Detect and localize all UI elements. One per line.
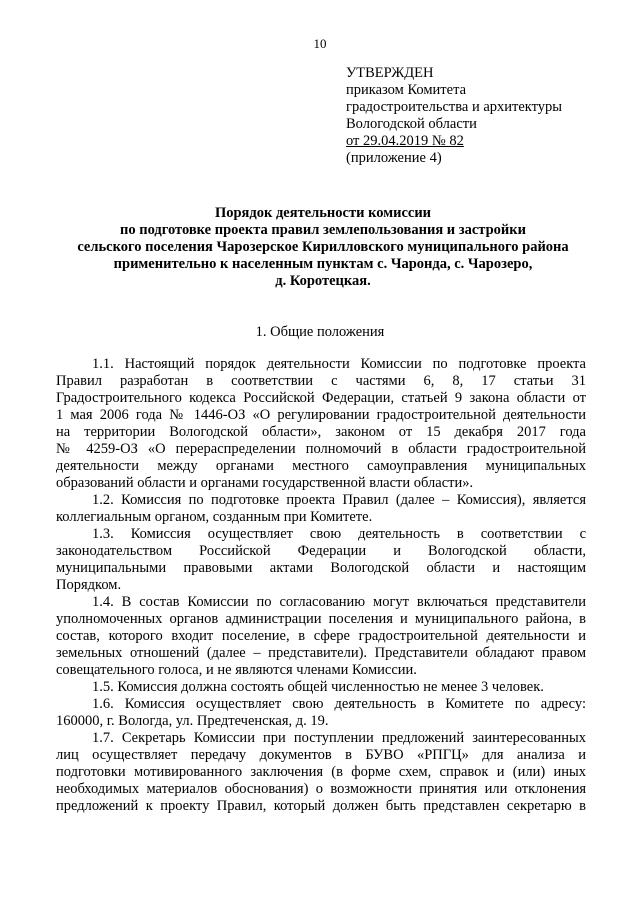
paragraph-line: 160000, г. Вологда, ул. Предтеченская, д. 19. [56, 713, 329, 729]
document-title [60, 205, 586, 290]
paragraph-line: 1.3. Комиссия осуществляет свою деятельность в соответствии с [92, 526, 586, 542]
paragraph-line: совещательного голоса, и не являются членами Комиссии. [56, 662, 417, 678]
paragraph-line: лиц осуществляет передачу документов в БУВО «РПГЦ» для анализа и [56, 747, 586, 763]
paragraph-line: 1.2. Комиссия по подготовке проекта Правил (далее – Комиссия), является [92, 492, 586, 508]
title-line: д. Коротецкая. [275, 273, 371, 289]
paragraph-line: муниципальными правовыми актами Вологодской области и настоящим [56, 560, 586, 576]
paragraph-line: земельных отношений (далее – представители). Представители обладают правом [56, 645, 586, 661]
paragraph-line: на территории Вологодской области», законом от 15 декабря 2017 года [56, 424, 586, 440]
paragraph-1-1 [56, 356, 586, 492]
paragraph-1-2 [56, 492, 586, 526]
page-number: 10 [313, 36, 327, 51]
approval-order-date: от 29.04.2019 № 82 [346, 133, 464, 149]
approval-line: (приложение 4) [346, 150, 442, 166]
paragraph-line: 1.5. Комиссия должна состоять общей численностью не менее 3 человек. [92, 679, 544, 695]
section-heading: 1. Общие положения [255, 324, 385, 340]
paragraph-line: законодательством Российской Федерации и Вологодской области, [56, 543, 586, 559]
paragraph-line: уполномоченных органов администрации поселения и муниципального района, в [56, 611, 586, 627]
approval-line: градостроительства и архитектуры [346, 99, 563, 115]
paragraph-line: Правил разработан в соответствии с частями 6, 8, 17 статьи 31 [56, 373, 586, 389]
paragraph-1-4 [56, 594, 586, 679]
paragraph-line: подготовки мотивированного заключения (в форме схем, справок и (или) иных [56, 764, 586, 780]
paragraph-line: 1.1. Настоящий порядок деятельности Комиссии по подготовке проекта [92, 356, 586, 372]
paragraph-line: Градостроительного кодекса Российской Федерации, статьей 9 закона области от [56, 390, 586, 406]
title-line: сельского поселения Чарозерское Кирилловского муниципального района [77, 239, 569, 255]
paragraph-line: 1.6. Комиссия осуществляет свою деятельность в Комитете по адресу: [92, 696, 586, 712]
paragraph-line: № 4259-ОЗ «О перераспределении полномочий в области градостроительной [56, 441, 586, 457]
approval-line: Вологодской области [346, 116, 477, 132]
paragraph-line: состав, которого входит поселение, в сфере градостроительной деятельности и [56, 628, 586, 644]
paragraph-line: 1 мая 2006 года № 1446-ОЗ «О регулировании градостроительной деятельности [56, 407, 586, 423]
approval-line: приказом Комитета [346, 82, 467, 98]
title-line: применительно к населенным пунктам с. Чаронда, с. Чарозеро, [113, 256, 533, 272]
title-line: по подготовке проекта правил землепользования и застройки [120, 222, 526, 238]
paragraph-1-6 [56, 696, 586, 730]
paragraph-line: 1.4. В состав Комиссии по согласованию могут включаться представители [92, 594, 586, 610]
document-body [56, 356, 586, 815]
paragraph-line: коллегиальным органом, созданным при Комитете. [56, 509, 373, 525]
paragraph-line: Порядком. [56, 577, 122, 593]
paragraph-1-3 [56, 526, 586, 594]
paragraph-line: предложений к проекту Правил, который должен быть представлен секретарю в [56, 798, 586, 814]
paragraph-1-5 [56, 679, 586, 696]
paragraph-line: образований области и органами государственной власти области». [56, 475, 474, 491]
approval-stamp [346, 65, 616, 167]
title-line: Порядок деятельности комиссии [214, 205, 432, 221]
paragraph-line: 1.7. Секретарь Комиссии при поступлении предложений заинтересованных [92, 730, 586, 746]
paragraph-1-7 [56, 730, 586, 815]
paragraph-line: необходимых материалов обоснования) о возможности принятия или отклонения [56, 781, 586, 797]
paragraph-line: деятельности между органами местного самоуправления муниципальных [56, 458, 586, 474]
approval-line: УТВЕРЖДЕН [346, 65, 434, 81]
